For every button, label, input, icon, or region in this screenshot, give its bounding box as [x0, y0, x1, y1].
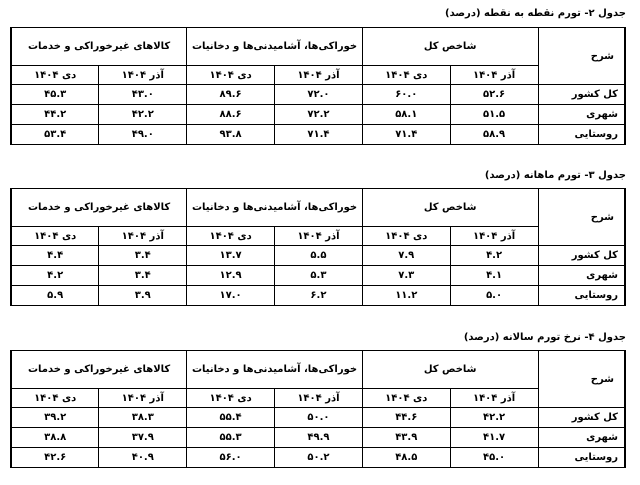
table-cell: ۵.۹ — [11, 286, 99, 306]
table-2 — [10, 27, 626, 145]
label-header: شرح — [538, 28, 625, 85]
subheader-azar: آذر ۱۴۰۴ — [275, 227, 363, 246]
group-header-total: شاخص کل — [362, 351, 538, 389]
table-cell: ۴۲.۶ — [11, 448, 99, 468]
table-cell: ۵.۵ — [275, 246, 363, 266]
subheader-dey: دی ۱۴۰۴ — [362, 389, 450, 408]
table-cell: ۴.۲ — [11, 266, 99, 286]
group-header-food: خوراکی‌ها، آشامیدنی‌ها و دخانیات — [187, 189, 363, 227]
table-row — [11, 105, 625, 125]
table-cell: ۴۲.۲ — [450, 408, 538, 428]
group-header-nonfood: کالاهای غیرخوراکی و خدمات — [11, 28, 187, 66]
table-row — [11, 266, 625, 286]
table-cell: ۹۳.۸ — [187, 125, 275, 145]
table-3-caption: جدول ۳- تورم ماهانه (درصد) — [484, 170, 626, 181]
subheader-dey: دی ۱۴۰۴ — [362, 227, 450, 246]
table-row — [11, 246, 625, 266]
table-cell: ۴۵.۰ — [450, 448, 538, 468]
table-row — [11, 408, 625, 428]
table-cell: ۵۱.۵ — [450, 105, 538, 125]
table-cell: ۵۲.۶ — [450, 85, 538, 105]
table-cell: ۴.۲ — [450, 246, 538, 266]
group-header-food: خوراکی‌ها، آشامیدنی‌ها و دخانیات — [187, 351, 363, 389]
label-header: شرح — [538, 189, 625, 246]
table-cell: ۱۷.۰ — [187, 286, 275, 306]
subheader-dey: دی ۱۴۰۴ — [187, 227, 275, 246]
table-cell: ۳.۹ — [99, 286, 187, 306]
table-cell: ۱۲.۹ — [187, 266, 275, 286]
table-cell: ۷۲.۲ — [275, 105, 363, 125]
table-cell: ۷.۹ — [362, 246, 450, 266]
row-label: روستایی — [538, 448, 625, 468]
row-label: کل کشور — [538, 246, 625, 266]
subheader-azar: آذر ۱۴۰۴ — [450, 66, 538, 85]
table-cell: ۶.۲ — [275, 286, 363, 306]
table-cell: ۶۰.۰ — [362, 85, 450, 105]
subheader-azar: آذر ۱۴۰۴ — [450, 389, 538, 408]
table-cell: ۵۳.۴ — [11, 125, 99, 145]
table-cell: ۵۵.۴ — [187, 408, 275, 428]
table-cell: ۷۲.۰ — [275, 85, 363, 105]
table-cell: ۵.۰ — [450, 286, 538, 306]
label-header: شرح — [538, 351, 625, 408]
subheader-dey: دی ۱۴۰۴ — [11, 389, 99, 408]
group-header-total: شاخص کل — [362, 189, 538, 227]
table-cell: ۴۰.۹ — [99, 448, 187, 468]
table-row — [11, 85, 625, 105]
table-cell: ۳۸.۳ — [99, 408, 187, 428]
table-cell: ۴.۱ — [450, 266, 538, 286]
subheader-azar: آذر ۱۴۰۴ — [99, 389, 187, 408]
table-cell: ۴۳.۰ — [99, 85, 187, 105]
table-cell: ۳۸.۸ — [11, 428, 99, 448]
table-4-caption: جدول ۴- نرخ تورم سالانه (درصد) — [463, 332, 626, 343]
subheader-dey: دی ۱۴۰۴ — [11, 227, 99, 246]
table-cell: ۵۶.۰ — [187, 448, 275, 468]
row-label: شهری — [538, 428, 625, 448]
table-cell: ۸۸.۶ — [187, 105, 275, 125]
row-label: روستایی — [538, 286, 625, 306]
table-cell: ۳.۴ — [99, 266, 187, 286]
row-label: کل کشور — [538, 85, 625, 105]
table-cell: ۸۹.۶ — [187, 85, 275, 105]
table-cell: ۴۹.۹ — [275, 428, 363, 448]
subheader-azar: آذر ۱۴۰۴ — [99, 66, 187, 85]
subheader-dey: دی ۱۴۰۴ — [187, 389, 275, 408]
table-cell: ۴۴.۶ — [362, 408, 450, 428]
table-cell: ۷۱.۴ — [275, 125, 363, 145]
table-cell: ۳۹.۲ — [11, 408, 99, 428]
group-header-total: شاخص کل — [362, 28, 538, 66]
subheader-azar: آذر ۱۴۰۴ — [275, 389, 363, 408]
table-cell: ۴۸.۵ — [362, 448, 450, 468]
table-cell: ۴۳.۹ — [362, 428, 450, 448]
table-cell: ۵۸.۱ — [362, 105, 450, 125]
subheader-azar: آذر ۱۴۰۴ — [275, 66, 363, 85]
table-row — [11, 125, 625, 145]
table-cell: ۵۰.۲ — [275, 448, 363, 468]
table-cell: ۴۵.۳ — [11, 85, 99, 105]
subheader-azar: آذر ۱۴۰۴ — [450, 227, 538, 246]
table-cell: ۳۷.۹ — [99, 428, 187, 448]
row-label: شهری — [538, 266, 625, 286]
table-cell: ۴۹.۰ — [99, 125, 187, 145]
table-row — [11, 428, 625, 448]
table-cell: ۴۲.۲ — [99, 105, 187, 125]
group-header-nonfood: کالاهای غیرخوراکی و خدمات — [11, 189, 187, 227]
table-cell: ۵.۳ — [275, 266, 363, 286]
group-header-nonfood: کالاهای غیرخوراکی و خدمات — [11, 351, 187, 389]
table-cell: ۵۰.۰ — [275, 408, 363, 428]
row-label: روستایی — [538, 125, 625, 145]
table-2-caption: جدول ۲- تورم نقطه به نقطه (درصد) — [445, 8, 626, 19]
table-4 — [10, 350, 626, 468]
table-cell: ۴۱.۷ — [450, 428, 538, 448]
table-row — [11, 448, 625, 468]
table-cell: ۴۴.۲ — [11, 105, 99, 125]
table-cell: ۵۵.۳ — [187, 428, 275, 448]
table-cell: ۴.۴ — [11, 246, 99, 266]
table-3 — [10, 188, 626, 306]
table-cell: ۱۳.۷ — [187, 246, 275, 266]
subheader-dey: دی ۱۴۰۴ — [11, 66, 99, 85]
row-label: کل کشور — [538, 408, 625, 428]
table-cell: ۷۱.۴ — [362, 125, 450, 145]
subheader-dey: دی ۱۴۰۴ — [362, 66, 450, 85]
row-label: شهری — [538, 105, 625, 125]
table-cell: ۱۱.۲ — [362, 286, 450, 306]
table-cell: ۵۸.۹ — [450, 125, 538, 145]
table-row — [11, 286, 625, 306]
subheader-dey: دی ۱۴۰۴ — [187, 66, 275, 85]
subheader-azar: آذر ۱۴۰۴ — [99, 227, 187, 246]
table-cell: ۳.۴ — [99, 246, 187, 266]
table-cell: ۷.۳ — [362, 266, 450, 286]
group-header-food: خوراکی‌ها، آشامیدنی‌ها و دخانیات — [187, 28, 363, 66]
